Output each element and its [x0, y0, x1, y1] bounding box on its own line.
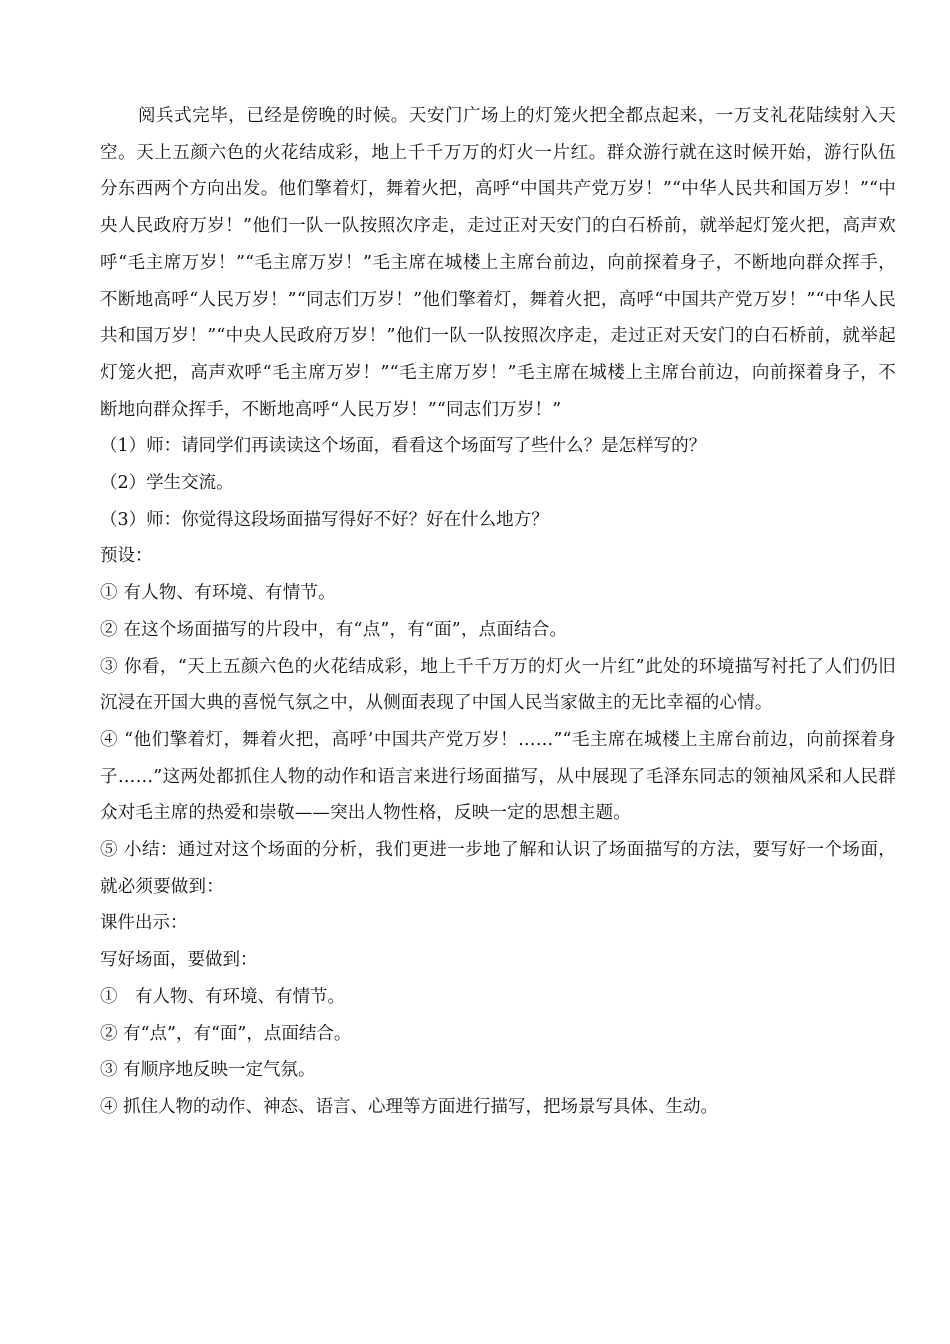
preset-item-2: ② 在这个场面描写的片段中，有“点”，有“面”，点面结合。 — [100, 619, 568, 640]
document-page — [100, 98, 896, 1126]
courseware-title: 写好场面，要做到： — [100, 950, 258, 971]
preset-label: 预设： — [100, 546, 153, 567]
preset-item-4: ④ “他们擎着灯，舞着火把，高呼’中国共产党万岁！……”“毛主席在城楼上主席台前边，向前探着身子……”这两处都抓住人物的动作和语言来进行场面描写，从中展现了毛泽东同志的领袖风采和人民群众对毛主席的热爱和崇敬——突出人物性格，反映一定的思想主题。 — [100, 729, 896, 824]
courseware-item-1: ① 有人物、有环境、有情节。 — [100, 986, 345, 1007]
question-3: （3）师：你觉得这段场面描写得好不好？好在什么地方？ — [100, 509, 549, 530]
courseware-item-4: ④ 抓住人物的动作、神态、语言、心理等方面进行描写，把场景写具体、生动。 — [100, 1096, 719, 1117]
preset-item-5: ⑤ 小结：通过对这个场面的分析，我们更进一步地了解和认识了场面描写的方法，要写好一个场面，就必须要做到： — [100, 840, 896, 897]
preset-item-3: ③ 你看，“天上五颜六色的火花结成彩，地上千千万万的灯火一片红”此处的环境描写衬托了人们仍旧沉浸在开国大典的喜悦气氛之中，从侧面表现了中国人民当家做主的无比幸福的心情。 — [100, 656, 896, 714]
preset-item-1: ① 有人物、有环境、有情节。 — [100, 583, 336, 604]
courseware-label: 课件出示： — [100, 913, 188, 934]
main-paragraph: 阅兵式完毕，已经是傍晚的时候。天安门广场上的灯笼火把全都点起来，一万支礼花陆续射入天空。天上五颜六色的火花结成彩，地上千千万万的灯火一片红。群众游行就在这时候开始，游行队伍分东西两个方向出发。他们擎着灯，舞着火把，高呼“中国共产党万岁！”“中华人民共和国万岁！”“中央人民政府万岁！”他们一队一队按照次序走，走过正对天安门的白石桥前，就举起灯笼火把，高声欢呼“毛主席万岁！”“毛主席万岁！”毛主席在城楼上主席台前边，向前探着身子，不断地向群众挥手，不断地高呼“人民万岁！”“同志们万岁！”他们擎着灯，舞着火把，高呼“中国共产党万岁！”“中华人民共和国万岁！”“中央人民政府万岁！”他们一队一队按照次序走，走过正对天安门的白石桥前，就举起灯笼火把，高声欢呼“毛主席万岁！”“毛主席万岁！”毛主席在城楼上主席台前边，向前探着身子，不断地向群众挥手，不断地高呼“人民万岁！”“同志们万岁！” — [100, 106, 896, 420]
question-1: （1）师：请同学们再读读这个场面，看看这个场面写了些什么？是怎样写的？ — [100, 436, 707, 457]
courseware-item-2: ② 有“点”，有“面”，点面结合。 — [100, 1023, 352, 1044]
question-2: （2）学生交流。 — [100, 473, 234, 494]
courseware-item-3: ③ 有顺序地反映一定气氛。 — [100, 1060, 316, 1081]
